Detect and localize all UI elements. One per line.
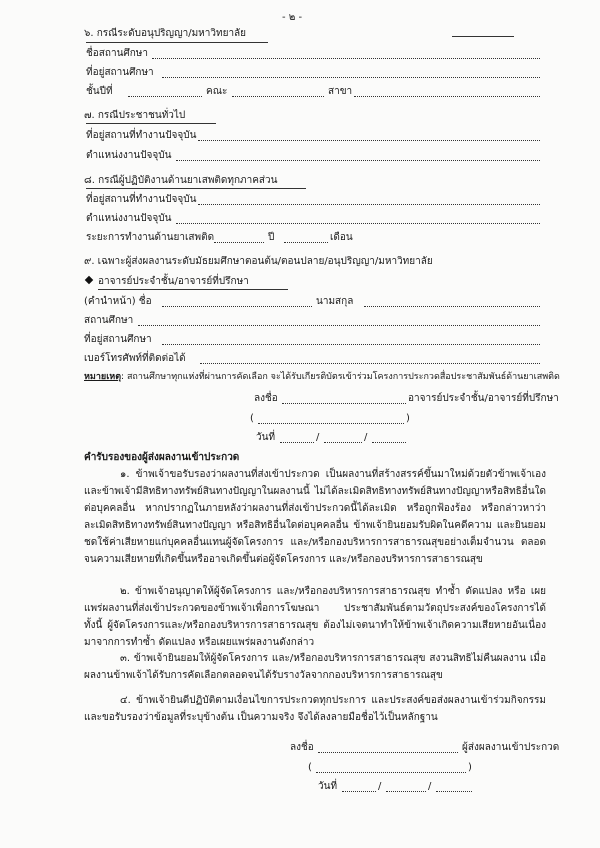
s8-months-field[interactable] [284,242,328,243]
s7-work-address-label: ที่อยู่สถานที่ทำงานปัจจุบัน [86,130,197,141]
section-9-title: ๙. เฉพาะผู้ส่งผลงานระดับมัธยมศึกษาตอนต้น/ตอนปลาย/อนุปริญญา/มหาวิทยาลัย [84,256,433,267]
entrant-year-field[interactable] [436,791,472,792]
entrant-month-field[interactable] [386,791,426,792]
s8-duration-label: ระยะการทำงานด้านยาเสพติด [86,232,215,243]
diamond-bullet-icon [85,276,93,284]
advisor-name-field[interactable] [162,306,312,307]
advisor-sign-role: อาจารย์ประจำชั้น/อาจารย์ที่ปรึกษา [408,393,559,404]
note-text: : สถานศึกษาทุกแห่งที่ผ่านการคัดเลือก จะได้รับเกียรติบัตรเข้าร่วมโครงการประกวดสื่อประชาสัมพันธ์ด้านยาเสพติด [121,372,560,382]
advisor-month-field[interactable] [324,442,362,443]
year-field[interactable] [128,96,202,97]
advisor-surname-label: นามสกุล [316,296,354,307]
advisor-surname-field[interactable] [364,306,540,307]
s7-position-field[interactable] [176,160,540,161]
major-field[interactable] [354,96,540,97]
advisor-close-paren: ) [406,413,410,424]
advisor-date-label: วันที่ [256,432,276,443]
s7-work-address-field[interactable] [198,140,540,141]
cert-paragraph-1 [84,466,546,568]
certification-title: คำรับรองของผู้ส่งผลงานเข้าประกวด [84,452,240,463]
s8-position-label: ตำแหน่งงานปัจจุบัน [86,213,172,224]
advisor-school-address-label: ที่อยู่สถานศึกษา [84,334,152,345]
cert-paragraph-4 [84,692,546,726]
entrant-sign-role: ผู้ส่งผลงานเข้าประกวด [462,742,560,753]
advisor-school-label: สถานศึกษา [84,315,134,326]
note [84,371,560,383]
entrant-date-label: วันที่ [318,781,338,792]
s8-work-address-label: ที่อยู่สถานที่ทำงานปัจจุบัน [86,194,197,205]
section-7-title: ๗. กรณีประชาชนทั่วไป [84,110,186,121]
section-8-title-underline [86,188,306,189]
section-7-title-underline [86,123,216,124]
entrant-sign-field[interactable] [318,752,458,753]
advisor-open-paren: ( [250,413,254,424]
s7-position-label: ตำแหน่งงานปัจจุบัน [86,150,172,161]
entrant-open-paren: ( [308,762,312,773]
page-number: - ๒ - [282,12,303,23]
year-label: ชั้นปีที่ [86,86,113,97]
entrant-close-paren: ) [468,762,472,773]
cert-paragraph-3 [84,650,546,684]
note-label: หมายเหตุ [84,372,122,382]
advisor-day-field[interactable] [280,442,314,443]
cert-paragraph-2-text: ๒. ข้าพเจ้าอนุญาตให้ผู้จัดโครงการ และ/หรือกองบริหารการสาธารณสุข ทำซ้ำ ดัดแปลง หรือ เผยแพร่ผลงานที่ส่งเข้าประกวดของข้าพเจ้าเพื่อการโฆษณา ประชาสัมพันธ์ตามวัตถุประสงค์ของโครงการได้ ทั้งนี้ ผู้จัดโครงการและ/หรือกองบริหารการสาธารณสุข ต้องไม่เจตนาทำให้ข้าพเจ้าเกิดความเสียหายอันเนื่องมาจากการทำซ้ำ ดัดแปลง หรือเผยแพร่ผลงานดังกล่าว [84,586,546,648]
advisor-school-address-field[interactable] [162,344,540,345]
s8-years-field[interactable] [214,242,264,243]
faculty-label: คณะ [206,86,228,97]
advisor-sign-field[interactable] [282,403,406,404]
s8-work-address-field[interactable] [198,204,540,205]
faculty-field[interactable] [232,96,324,97]
entrant-date-slash-1: / [378,781,382,792]
school-address-label: ที่อยู่สถานศึกษา [86,67,154,78]
advisor-name-label: (คำนำหน้า) ชื่อ [84,296,152,307]
major-label: สาขา [328,86,353,97]
cert-paragraph-2 [84,583,546,651]
advisor-sign-label: ลงชื่อ [254,393,278,404]
s8-months-label: เดือน [330,232,353,243]
advisor-date-slash-2: / [364,432,368,443]
entrant-day-field[interactable] [342,791,376,792]
section-6-title-underline [86,42,268,43]
entrant-printed-name-field[interactable] [316,772,466,773]
advisor-phone-label: เบอร์โทรศัพท์ที่ติดต่อได้ [84,353,186,364]
advisor-date-slash-1: / [316,432,320,443]
top-right-underline [452,36,514,37]
school-name-field[interactable] [152,58,540,59]
s8-years-label: ปี [268,232,275,243]
cert-paragraph-1-text: ๑. ข้าพเจ้าขอรับรองว่าผลงานที่ส่งเข้าประกวด เป็นผลงานที่สร้างสรรค์ขึ้นมาใหม่ด้วยตัวข้าพเจ้าเอง และข้าพเจ้ามีสิทธิทางทรัพย์สินทางปัญญาในผลงานนี้ ไม่ได้ละเมิดสิทธิทางทรัพย์สินทางปัญญาหรือสิทธิอื่นใดต่อบุคคลอื่น หากปรากฏในภายหลังว่าผลงานที่ส่งเข้าประกวดนี้ได้ละเมิด หรือถูกฟ้องร้อง หรือกล่าวหาว่าละเมิดสิทธิทางทรัพย์สินทางปัญญา หรือสิทธิอื่นใดต่อบุคคลอื่น ข้าพเจ้ายินยอมรับผิดในคดีความ และยินยอมชดใช้ค่าเสียหายแก่บุคคลอื่นแทนผู้จัดโครงการ และ/หรือกองบริหารการสาธารณสุขอย่างเต็มจำนวน ตลอดจนความเสียหายที่เกิดขึ้นหรืออาจเกิดขึ้นต่อผู้จัดโครงการ และ/หรือกองบริหารการสาธารณสุข [84,469,546,565]
school-address-field[interactable] [162,77,540,78]
advisor-printed-name-field[interactable] [258,423,404,424]
section-8-title: ๘. กรณีผู้ปฏิบัติงานด้านยาเสพติดทุกภาคส่วน [84,175,278,186]
advisor-school-field[interactable] [138,325,540,326]
advisor-heading-text: อาจารย์ประจำชั้น/อาจารย์ที่ปรึกษา [98,276,249,287]
advisor-heading [84,276,249,288]
school-name-label: ชื่อสถานศึกษา [86,48,149,59]
advisor-heading-underline [98,289,288,290]
section-6-title: ๖. กรณีระดับอนุปริญญา/มหาวิทยาลัย [84,28,247,39]
cert-paragraph-3-text: ๓. ข้าพเจ้ายินยอมให้ผู้จัดโครงการ และ/หรือกองบริหารการสาธารณสุข สงวนสิทธิไม่คืนผลงาน เมื่อผลงานข้าพเจ้าได้รับการคัดเลือกตลอดจนได้รับรางวัลจากกองบริหารการสาธารณสุข [84,653,546,681]
cert-paragraph-4-text: ๔. ข้าพเจ้ายินดีปฏิบัติตามเงื่อนไขการประกวดทุกประการ และประสงค์ขอส่งผลงานเข้าร่วมกิจกรรม และขอรับรองว่าข้อมูลที่ระบุข้างต้น เป็นความจริง จึงได้ลงลายมือชื่อไว้เป็นหลักฐาน [84,695,546,723]
s8-position-field[interactable] [176,223,540,224]
advisor-phone-field[interactable] [200,363,540,364]
entrant-sign-label: ลงชื่อ [290,742,314,753]
entrant-date-slash-2: / [428,781,432,792]
advisor-year-field[interactable] [372,442,406,443]
